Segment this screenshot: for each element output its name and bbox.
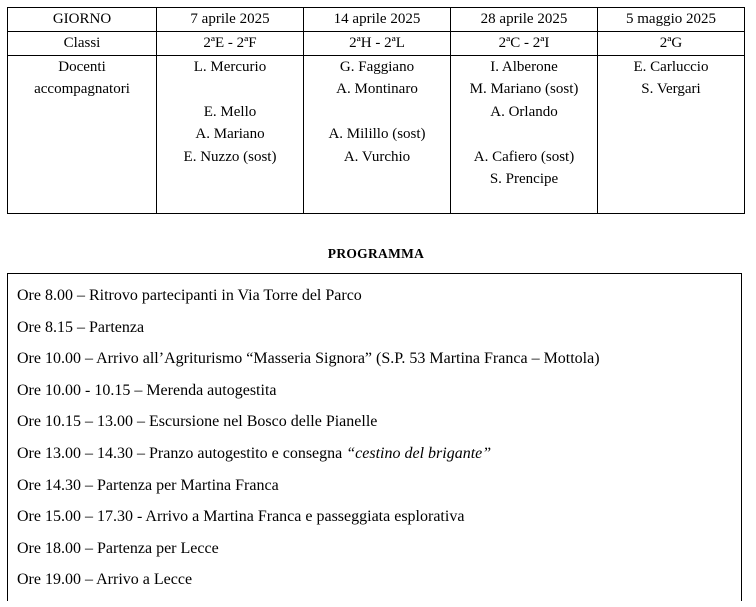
program-item: Ore 8.15 – Partenza xyxy=(17,318,145,336)
teacher-name: E. Mello xyxy=(203,103,257,120)
classes-cell xyxy=(598,31,745,55)
teacher-name: A. Montinaro xyxy=(336,81,418,97)
classes-cell xyxy=(451,31,598,55)
lunch-text: Ore 13.00 – 14.30 – Pranzo autogestito e consegna xyxy=(17,444,347,462)
date-label: 28 aprile 2025 xyxy=(480,11,568,27)
program-item: Ore 14.30 – Partenza per Martina Franca xyxy=(17,476,279,494)
classes-value: 2ªE - 2ªF xyxy=(203,34,257,51)
programma-list xyxy=(8,274,741,598)
teachers-cell xyxy=(157,55,304,213)
teacher-name: M. Mariano (sost) xyxy=(469,81,579,97)
programma-heading: PROGRAMMA xyxy=(327,246,425,261)
teacher-name: A. Vurchio xyxy=(343,148,411,165)
program-item: Ore 19.00 – Arrivo a Lecce xyxy=(17,571,193,589)
teacher-name: S. Vergari xyxy=(641,81,701,97)
classes-cell xyxy=(157,31,304,55)
trip-schedule-table xyxy=(7,7,745,214)
teacher-name: A. Mariano xyxy=(195,126,265,142)
teacher-name: S. Prencipe xyxy=(489,171,559,187)
teachers-cell xyxy=(304,55,451,213)
accompagnatori-label: accompagnatori xyxy=(34,81,130,97)
date-label: 7 aprile 2025 xyxy=(190,11,270,27)
program-item: Ore 18.00 – Partenza per Lecce xyxy=(17,539,219,557)
teacher-name: L. Mercurio xyxy=(193,58,267,75)
docenti-label: Docenti xyxy=(58,58,106,75)
teacher-name xyxy=(306,101,448,124)
giorno-label: GIORNO xyxy=(52,11,112,27)
program-item: Ore 10.15 – 13.00 – Escursione nel Bosco delle Pianelle xyxy=(17,413,378,431)
cestino-del-brigante-text: “cestino del brigante” xyxy=(346,444,492,462)
classi-label: Classi xyxy=(63,34,101,51)
teachers-label-cell xyxy=(8,55,157,213)
date-cell xyxy=(157,8,304,32)
teachers-cell xyxy=(451,55,598,213)
schedule-teachers-row xyxy=(8,55,745,213)
program-item-lunch xyxy=(17,440,741,472)
program-item: Ore 10.00 – Arrivo all’Agriturismo “Masseria Signora” (S.P. 53 Martina Franca – Mottola) xyxy=(17,350,600,368)
date-label: 5 maggio 2025 xyxy=(626,11,716,27)
teacher-name xyxy=(453,123,595,146)
header-label-cell xyxy=(8,8,157,32)
classes-value: 2ªC - 2ªI xyxy=(498,34,550,51)
classes-value: 2ªG xyxy=(659,34,683,51)
teacher-name: I. Alberone xyxy=(490,58,558,75)
classes-cell xyxy=(304,31,451,55)
teacher-name: A. Cafiero (sost) xyxy=(473,148,575,165)
teachers-cell xyxy=(598,55,745,213)
classes-label-cell xyxy=(8,31,157,55)
teacher-name xyxy=(159,78,301,101)
date-cell xyxy=(304,8,451,32)
teacher-name: G. Faggiano xyxy=(339,58,415,75)
teacher-name: E. Nuzzo (sost) xyxy=(183,148,277,165)
program-item: Ore 10.00 - 10.15 – Merenda autogestita xyxy=(17,381,277,399)
programma-box xyxy=(7,273,742,601)
schedule-header-row xyxy=(8,8,745,32)
teacher-name: E. Carluccio xyxy=(633,58,709,75)
teacher-name: A. Orlando xyxy=(490,103,558,120)
schedule-classes-row xyxy=(8,31,745,55)
program-item: Ore 8.00 – Ritrovo partecipanti in Via Torre del Parco xyxy=(17,287,362,304)
date-label: 14 aprile 2025 xyxy=(333,11,421,27)
date-cell xyxy=(451,8,598,32)
classes-value: 2ªH - 2ªL xyxy=(349,34,405,51)
program-item: Ore 15.00 – 17.30 - Arrivo a Martina Franca e passeggiata esplorativa xyxy=(17,508,465,526)
teacher-name: A. Milillo (sost) xyxy=(328,126,426,142)
date-cell xyxy=(598,8,745,32)
